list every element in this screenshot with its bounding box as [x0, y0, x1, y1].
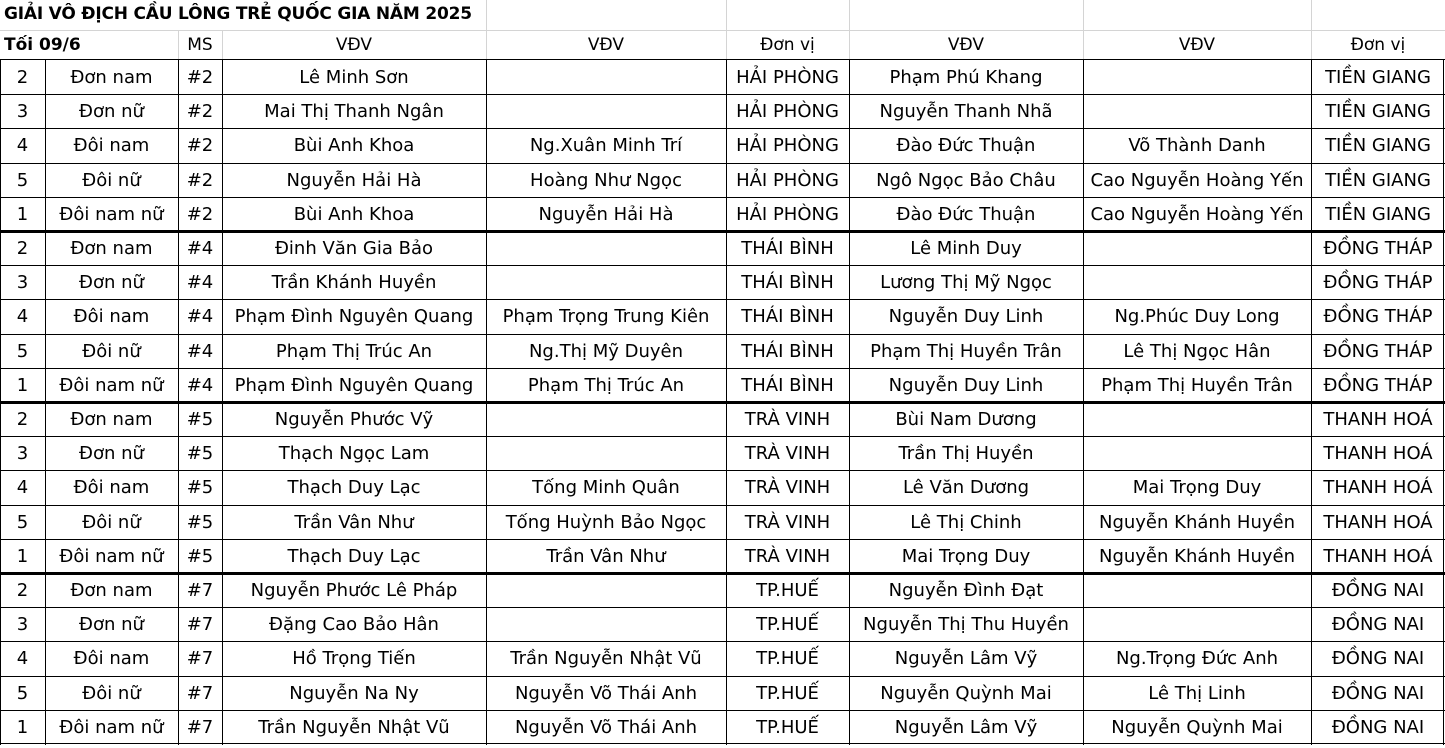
- player-1-cell: Mai Thị Thanh Ngân: [264, 101, 444, 123]
- table-row: [0, 368, 1445, 402]
- player-2-cell: Ng.Xuân Minh Trí: [529, 135, 683, 157]
- player-4-cell: [1083, 265, 1311, 299]
- ms-cell: #2: [186, 101, 214, 123]
- title-row: [0, 0, 1445, 31]
- event-cell: Đơn nữ: [79, 443, 144, 465]
- player-4-cell: Lê Thị Ngọc Hân: [1123, 340, 1271, 362]
- player-1-cell: Bùi Anh Khoa: [293, 203, 415, 225]
- player-3-cell: Bùi Nam Dương: [895, 409, 1037, 430]
- header-player-1: VĐV: [335, 35, 373, 55]
- event-cell: Đơn nam: [70, 409, 153, 430]
- order-cell: 2: [16, 580, 29, 601]
- table-row: [0, 641, 1445, 675]
- row-divider: [0, 368, 1445, 369]
- row-divider: [0, 607, 1445, 608]
- column-divider: [1311, 0, 1312, 31]
- unit-2-cell: ĐỒNG NAI: [1331, 648, 1425, 670]
- column-divider: [222, 31, 223, 60]
- row-divider: [0, 299, 1445, 300]
- order-cell: 3: [16, 443, 29, 465]
- order-cell: 1: [16, 203, 29, 225]
- row-divider: [0, 128, 1445, 129]
- player-3-cell: Đào Đức Thuận: [896, 135, 1036, 157]
- unit-2-cell: ĐỒNG THÁP: [1323, 238, 1433, 259]
- order-cell: 4: [16, 648, 29, 670]
- player-4-cell: Ng.Trọng Đức Anh: [1115, 648, 1279, 670]
- order-cell: 5: [16, 340, 29, 362]
- event-cell: Đôi nam nữ: [59, 545, 164, 567]
- header-ms: MS: [187, 35, 213, 55]
- unit-1-cell: TRÀ VINH: [744, 443, 831, 465]
- table-row: [0, 402, 1445, 436]
- player-3-cell: Nguyễn Lâm Vỹ: [894, 648, 1038, 670]
- player-3-cell: Nguyễn Lâm Vỹ: [894, 716, 1038, 738]
- player-4-cell: Cao Nguyễn Hoàng Yến: [1090, 203, 1304, 225]
- unit-1-cell: HẢI PHÒNG: [736, 169, 839, 191]
- player-3-cell: Nguyễn Thị Thu Huyền: [863, 614, 1069, 636]
- player-3-cell: Trần Thị Huyền: [898, 443, 1034, 465]
- ms-cell: #4: [186, 272, 214, 294]
- row-divider: [0, 163, 1445, 164]
- player-4-cell: [1083, 573, 1311, 607]
- unit-1-cell: HẢI PHÒNG: [736, 101, 839, 123]
- player-4-cell: Nguyễn Khánh Huyền: [1098, 545, 1295, 567]
- player-4-cell: [1083, 607, 1311, 641]
- unit-1-cell: HẢI PHÒNG: [736, 203, 839, 225]
- player-3-cell: Nguyễn Quỳnh Mai: [880, 682, 1052, 704]
- player-1-cell: Thạch Duy Lạc: [287, 545, 421, 567]
- unit-2-cell: THANH HOÁ: [1323, 443, 1433, 465]
- row-divider: [0, 710, 1445, 711]
- column-divider: [726, 31, 727, 60]
- ms-cell: #7: [186, 716, 214, 738]
- ms-cell: #7: [186, 682, 214, 704]
- header-row: [0, 31, 1445, 60]
- row-divider: [0, 572, 1445, 575]
- player-4-cell: Phạm Thị Huyền Trân: [1101, 374, 1293, 396]
- column-divider: [486, 0, 487, 31]
- player-2-cell: Phạm Trọng Trung Kiên: [502, 306, 710, 328]
- table-row: [0, 128, 1445, 162]
- player-4-cell: Cao Nguyễn Hoàng Yến: [1090, 169, 1304, 191]
- event-cell: Đôi nam nữ: [59, 203, 164, 225]
- player-4-cell: Nguyễn Khánh Huyền: [1098, 511, 1295, 533]
- unit-1-cell: THÁI BÌNH: [741, 340, 834, 362]
- ms-cell: #5: [186, 545, 214, 567]
- event-cell: Đơn nữ: [79, 272, 144, 294]
- event-cell: Đôi nam: [73, 135, 150, 157]
- row-divider: [0, 401, 1445, 404]
- ms-cell: #7: [186, 648, 214, 670]
- unit-1-cell: THÁI BÌNH: [741, 238, 834, 259]
- ms-cell: #5: [186, 409, 214, 430]
- table-row: [0, 505, 1445, 539]
- column-divider: [849, 31, 850, 60]
- header-player-3: VĐV: [947, 35, 985, 55]
- row-divider: [0, 505, 1445, 506]
- player-3-cell: Nguyễn Thanh Nhã: [879, 101, 1053, 123]
- player-1-cell: Hồ Trọng Tiến: [292, 648, 416, 670]
- ms-cell: #5: [186, 477, 214, 499]
- event-cell: Đôi nữ: [82, 511, 141, 533]
- sheet-title: GIẢI VÔ ĐỊCH CẦU LÔNG TRẺ QUỐC GIA NĂM 2025: [4, 4, 472, 24]
- player-1-cell: Thạch Duy Lạc: [287, 477, 421, 499]
- header-player-4: VĐV: [1178, 35, 1216, 55]
- table-row: [0, 163, 1445, 197]
- row-divider: [0, 539, 1445, 540]
- player-2-cell: Phạm Thị Trúc An: [527, 374, 685, 396]
- column-divider: [726, 0, 727, 31]
- player-2-cell: Trần Nguyễn Nhật Vũ: [510, 648, 702, 670]
- ms-cell: #4: [186, 374, 214, 396]
- player-1-cell: Lê Minh Sơn: [299, 67, 409, 88]
- order-cell: 1: [16, 374, 29, 396]
- row-divider: [0, 30, 1445, 31]
- order-cell: 3: [16, 272, 29, 294]
- table-row: [0, 607, 1445, 641]
- unit-1-cell: TP.HUẾ: [756, 716, 819, 738]
- unit-2-cell: THANH HOÁ: [1323, 511, 1433, 533]
- player-2-cell: Trần Vân Như: [546, 545, 666, 567]
- unit-2-cell: ĐỒNG NAI: [1331, 614, 1425, 636]
- ms-cell: #5: [186, 443, 214, 465]
- order-cell: 2: [16, 238, 29, 259]
- header-unit-2: Đơn vị: [1350, 35, 1406, 55]
- table-row: [0, 573, 1445, 607]
- player-4-cell: [1083, 94, 1311, 128]
- player-3-cell: Phạm Phú Khang: [889, 67, 1043, 88]
- unit-2-cell: THANH HOÁ: [1323, 545, 1433, 567]
- event-cell: Đôi nam: [73, 477, 150, 499]
- ms-cell: #2: [186, 135, 214, 157]
- player-1-cell: Nguyễn Hải Hà: [286, 169, 422, 191]
- unit-2-cell: TIỀN GIANG: [1325, 203, 1431, 225]
- column-divider: [849, 0, 850, 31]
- player-2-cell: [486, 402, 726, 436]
- player-1-cell: Trần Vân Như: [294, 511, 414, 533]
- order-cell: 3: [16, 101, 29, 123]
- player-2-cell: Tống Huỳnh Bảo Ngọc: [505, 511, 707, 533]
- player-2-cell: Nguyễn Võ Thái Anh: [514, 716, 698, 738]
- order-cell: 2: [16, 67, 29, 88]
- player-4-cell: [1083, 231, 1311, 265]
- table-row: [0, 231, 1445, 265]
- player-1-cell: Phạm Đình Nguyên Quang: [234, 306, 474, 328]
- unit-2-cell: ĐỒNG THÁP: [1323, 306, 1433, 328]
- unit-1-cell: HẢI PHÒNG: [736, 67, 839, 88]
- order-cell: 2: [16, 409, 29, 430]
- row-divider: [0, 265, 1445, 266]
- event-cell: Đôi nam: [73, 306, 150, 328]
- unit-2-cell: TIỀN GIANG: [1325, 169, 1431, 191]
- event-cell: Đôi nam: [73, 648, 150, 670]
- unit-1-cell: THÁI BÌNH: [741, 306, 834, 328]
- player-3-cell: Nguyễn Đình Đạt: [888, 580, 1044, 601]
- unit-1-cell: THÁI BÌNH: [741, 374, 834, 396]
- unit-1-cell: TRÀ VINH: [744, 545, 831, 567]
- event-cell: Đôi nam nữ: [59, 716, 164, 738]
- player-1-cell: Trần Khánh Huyền: [271, 272, 437, 294]
- player-1-cell: Bùi Anh Khoa: [293, 135, 415, 157]
- unit-1-cell: HẢI PHÒNG: [736, 135, 839, 157]
- player-4-cell: Nguyễn Quỳnh Mai: [1111, 716, 1283, 738]
- event-cell: Đơn nam: [70, 67, 153, 88]
- table-row: [0, 60, 1445, 94]
- order-cell: 4: [16, 477, 29, 499]
- row-divider: [0, 436, 1445, 437]
- event-cell: Đôi nữ: [82, 682, 141, 704]
- unit-1-cell: TP.HUẾ: [756, 580, 819, 601]
- event-cell: Đôi nam nữ: [59, 374, 164, 396]
- player-3-cell: Lê Văn Dương: [902, 477, 1030, 499]
- player-3-cell: Ngô Ngọc Bảo Châu: [876, 169, 1056, 191]
- row-divider: [0, 743, 1445, 744]
- row-divider: [0, 230, 1445, 233]
- ms-cell: #2: [186, 169, 214, 191]
- row-divider: [0, 470, 1445, 471]
- ms-cell: #7: [186, 580, 214, 601]
- player-3-cell: Phạm Thị Huyền Trân: [870, 340, 1062, 362]
- order-cell: 4: [16, 306, 29, 328]
- unit-1-cell: TP.HUẾ: [756, 614, 819, 636]
- row-divider: [0, 334, 1445, 335]
- column-divider: [1311, 31, 1312, 60]
- table-row: [0, 710, 1445, 744]
- table-row: [0, 299, 1445, 333]
- player-1-cell: Nguyễn Na Ny: [289, 682, 419, 704]
- order-cell: 3: [16, 614, 29, 636]
- ms-cell: #2: [186, 67, 214, 88]
- unit-1-cell: TRÀ VINH: [744, 511, 831, 533]
- event-cell: Đơn nam: [70, 238, 153, 259]
- player-4-cell: Ng.Phúc Duy Long: [1114, 306, 1280, 328]
- order-cell: 1: [16, 545, 29, 567]
- column-divider: [1083, 31, 1084, 60]
- unit-2-cell: ĐỒNG NAI: [1331, 716, 1425, 738]
- player-2-cell: Hoàng Như Ngọc: [530, 169, 682, 191]
- player-2-cell: [486, 573, 726, 607]
- header-unit-1: Đơn vị: [760, 35, 815, 55]
- player-3-cell: Nguyễn Duy Linh: [888, 306, 1044, 328]
- ms-cell: #7: [186, 614, 214, 636]
- column-divider: [486, 31, 487, 60]
- player-2-cell: [486, 94, 726, 128]
- player-1-cell: Phạm Đình Nguyên Quang: [234, 374, 474, 396]
- player-2-cell: Tống Minh Quân: [532, 477, 680, 499]
- ms-cell: #4: [186, 238, 214, 259]
- player-4-cell: Võ Thành Danh: [1128, 135, 1266, 157]
- row-divider: [0, 94, 1445, 95]
- table-row: [0, 334, 1445, 368]
- unit-1-cell: TP.HUẾ: [756, 682, 819, 704]
- table-row: [0, 265, 1445, 299]
- row-divider: [0, 197, 1445, 198]
- event-cell: Đôi nữ: [82, 169, 141, 191]
- player-4-cell: Lê Thị Linh: [1148, 682, 1246, 704]
- unit-2-cell: ĐỒNG THÁP: [1323, 272, 1433, 294]
- order-cell: 5: [16, 511, 29, 533]
- player-1-cell: Nguyễn Phước Vỹ: [274, 409, 434, 430]
- player-3-cell: Lê Thị Chinh: [910, 511, 1022, 533]
- player-3-cell: Lương Thị Mỹ Ngọc: [880, 272, 1052, 294]
- unit-2-cell: THANH HOÁ: [1323, 477, 1433, 499]
- row-divider: [0, 641, 1445, 642]
- player-3-cell: Đào Đức Thuận: [896, 203, 1036, 225]
- player-1-cell: Nguyễn Phước Lê Pháp: [250, 580, 458, 601]
- header-session: Tối 09/6: [4, 35, 81, 55]
- event-cell: Đơn nữ: [79, 614, 144, 636]
- unit-2-cell: THANH HOÁ: [1323, 409, 1433, 430]
- table-row: [0, 436, 1445, 470]
- column-divider: [1083, 0, 1084, 31]
- unit-1-cell: TRÀ VINH: [744, 477, 831, 499]
- order-cell: 5: [16, 682, 29, 704]
- unit-1-cell: TP.HUẾ: [756, 648, 819, 670]
- unit-2-cell: ĐỒNG NAI: [1331, 580, 1425, 601]
- unit-2-cell: TIỀN GIANG: [1325, 135, 1431, 157]
- order-cell: 4: [16, 135, 29, 157]
- unit-2-cell: ĐỒNG NAI: [1331, 682, 1425, 704]
- unit-2-cell: TIỀN GIANG: [1325, 101, 1431, 123]
- event-cell: Đơn nữ: [79, 101, 144, 123]
- order-cell: 1: [16, 716, 29, 738]
- column-divider: [178, 31, 179, 60]
- unit-2-cell: ĐỒNG THÁP: [1323, 374, 1433, 396]
- player-4-cell: [1083, 402, 1311, 436]
- player-4-cell: [1083, 436, 1311, 470]
- player-2-cell: [486, 436, 726, 470]
- event-cell: Đôi nữ: [82, 340, 141, 362]
- player-1-cell: Đặng Cao Bảo Hân: [269, 614, 439, 636]
- player-1-cell: Đinh Văn Gia Bảo: [274, 238, 434, 259]
- table-row: [0, 470, 1445, 504]
- player-2-cell: Ng.Thị Mỹ Duyên: [528, 340, 684, 362]
- unit-1-cell: THÁI BÌNH: [741, 272, 834, 294]
- unit-1-cell: TRÀ VINH: [744, 409, 831, 430]
- player-1-cell: Thạch Ngọc Lam: [278, 443, 430, 465]
- player-2-cell: [486, 231, 726, 265]
- table-row: [0, 197, 1445, 231]
- player-2-cell: Nguyễn Hải Hà: [538, 203, 674, 225]
- player-3-cell: Lê Minh Duy: [910, 238, 1022, 259]
- row-divider: [0, 676, 1445, 677]
- ms-cell: #4: [186, 306, 214, 328]
- player-4-cell: Mai Trọng Duy: [1132, 477, 1262, 499]
- ms-cell: #5: [186, 511, 214, 533]
- player-2-cell: Nguyễn Võ Thái Anh: [514, 682, 698, 704]
- unit-2-cell: ĐỒNG THÁP: [1323, 340, 1433, 362]
- order-cell: 5: [16, 169, 29, 191]
- header-player-2: VĐV: [587, 35, 625, 55]
- player-2-cell: [486, 265, 726, 299]
- ms-cell: #4: [186, 340, 214, 362]
- player-3-cell: Nguyễn Duy Linh: [888, 374, 1044, 396]
- event-cell: Đơn nam: [70, 580, 153, 601]
- row-divider: [0, 59, 1445, 60]
- player-2-cell: [486, 607, 726, 641]
- table-row: [0, 94, 1445, 128]
- unit-2-cell: TIỀN GIANG: [1325, 67, 1431, 88]
- table-row: [0, 676, 1445, 710]
- player-2-cell: [486, 60, 726, 94]
- ms-cell: #2: [186, 203, 214, 225]
- player-3-cell: Mai Trọng Duy: [901, 545, 1031, 567]
- player-1-cell: Trần Nguyễn Nhật Vũ: [258, 716, 450, 738]
- player-1-cell: Phạm Thị Trúc An: [275, 340, 433, 362]
- table-row: [0, 539, 1445, 573]
- player-4-cell: [1083, 60, 1311, 94]
